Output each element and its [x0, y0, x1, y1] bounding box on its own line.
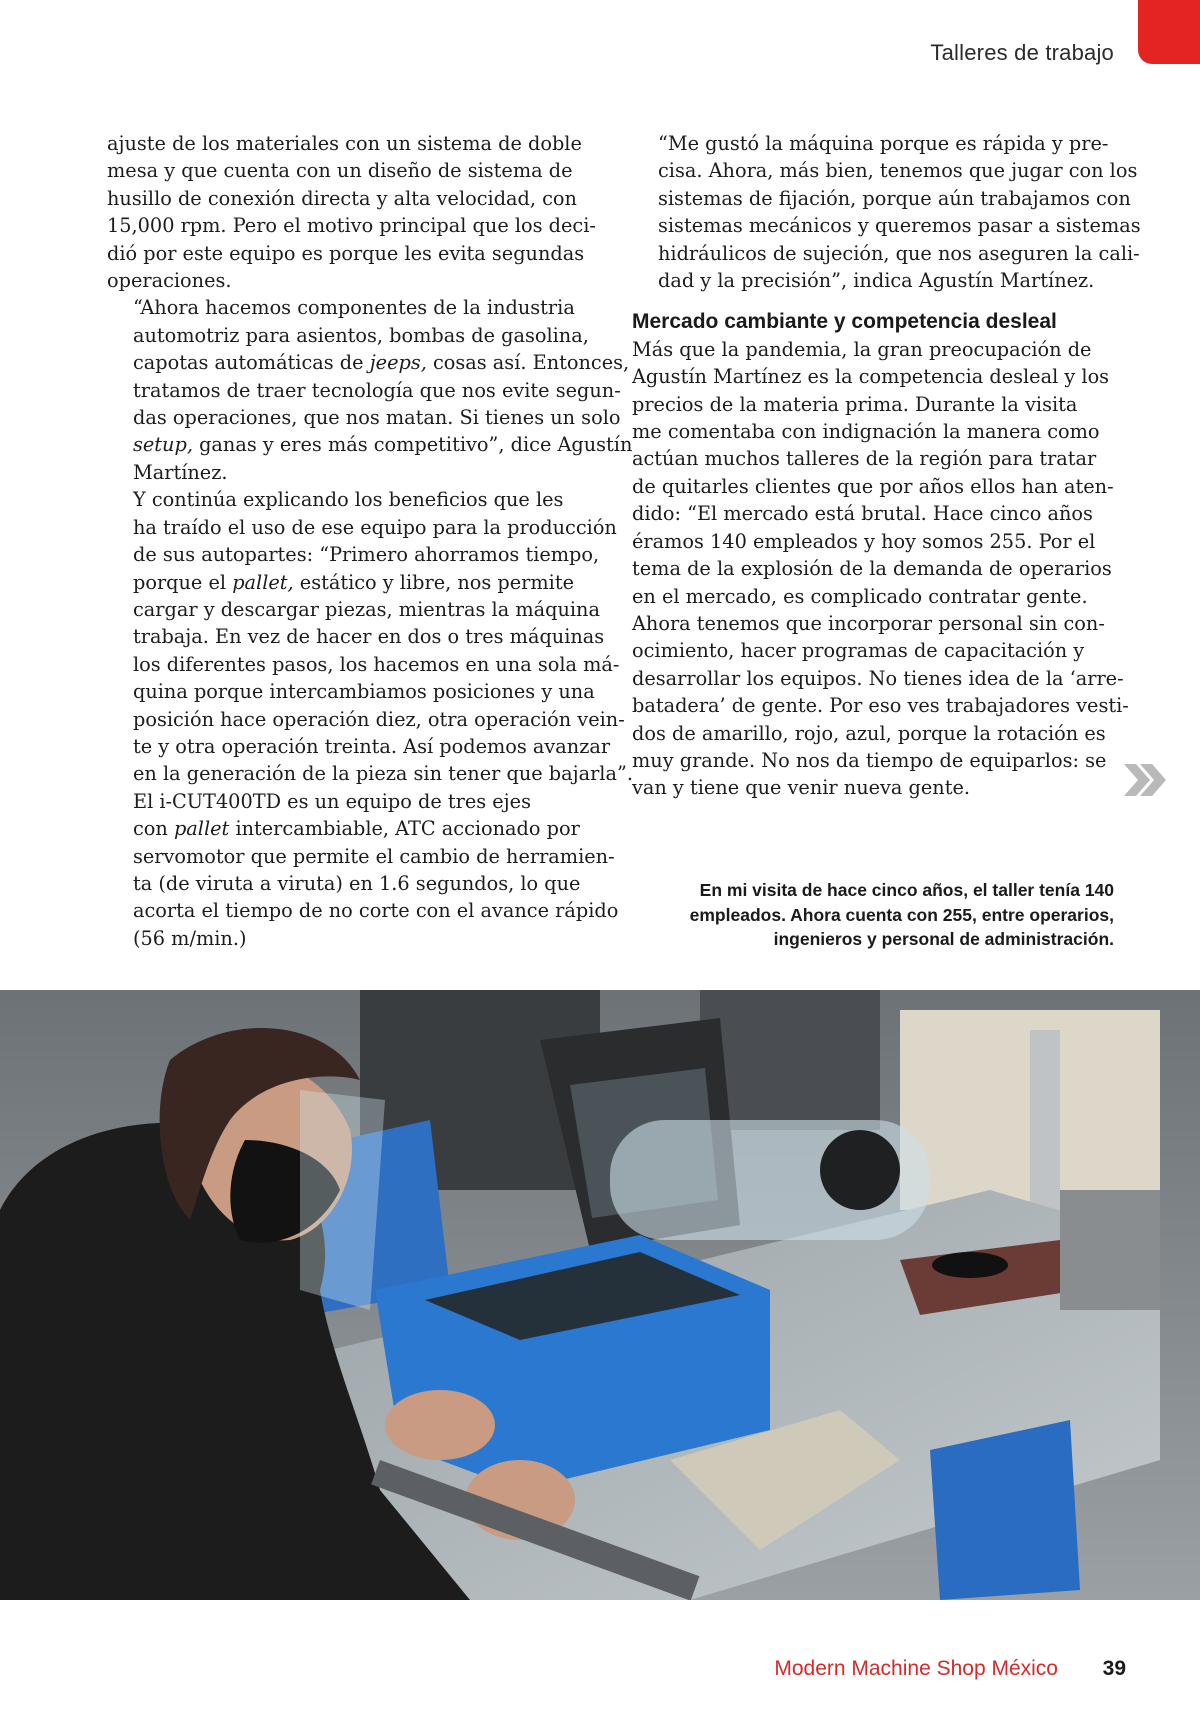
text-line: de quitarles clientes que por años ellos han aten- [632, 474, 1114, 498]
text-line: posición hace operación diez, otra operación vein- [133, 707, 625, 731]
text-line: El i-CUT400TD es un equipo de tres ejes [133, 789, 531, 813]
text-line: Y continúa explicando los beneficios que les [133, 488, 564, 512]
text-line: ajuste de los materiales con un sistema de doble [107, 132, 582, 155]
section-title: Talleres de trabajo [930, 40, 1114, 65]
text-line: los diferentes pasos, los hacemos en una sola má- [133, 652, 620, 676]
text-line: precios de la materia prima. Durante la visita [632, 392, 1078, 416]
text-line: quina porque intercambiamos posiciones y una [133, 680, 595, 704]
text-line: éramos 140 empleados y hoy somos 255. Por el [632, 529, 1096, 553]
text-line: porque el pallet, estático y libre, nos permite [133, 570, 574, 594]
text-line: actúan muchos talleres de la región para tratar [632, 447, 1097, 471]
text-line: en el mercado, es complicado contratar gente. [632, 584, 1088, 608]
text-line: ha traído el uso de ese equipo para la producción [133, 515, 617, 539]
text-line: sistemas mecánicos y queremos pasar a sistemas [658, 214, 1141, 238]
text-line: desarrollar los equipos. No tienes idea de la ‘arre- [632, 666, 1124, 690]
text-line: dido: “El mercado está brutal. Hace cinco años [632, 502, 1093, 526]
caption-line: ingenieros y personal de administración. [773, 929, 1114, 949]
text-line: tratamos de traer tecnología que nos evite segun- [133, 378, 621, 402]
body-paragraph [632, 336, 1129, 802]
caption-line: En mi visita de hace cinco años, el taller tenía 140 [699, 880, 1114, 900]
text-line: hidráulicos de sujeción, que nos aseguren la cali- [658, 241, 1140, 265]
text-line: te y otra operación treinta. Así podemos avanzar [133, 734, 611, 758]
text-line: “Me gustó la máquina porque es rápida y pre- [658, 132, 1109, 155]
text-line: con pallet intercambiable, ATC accionado por [133, 817, 580, 841]
text-line: en la generación de la pieza sin tener que bajarla”. [133, 762, 633, 786]
body-paragraph [107, 788, 619, 952]
text-line: Más que la pandemia, la gran preocupación de [632, 337, 1092, 361]
text-line: mesa y que cuenta con un diseño de sistema de [107, 159, 573, 183]
text-line: dad y la precisión”, indica Agustín Martínez. [658, 269, 1095, 293]
caption-line: empleados. Ahora cuenta con 255, entre operarios, [689, 904, 1114, 925]
photo-caption [634, 878, 1114, 952]
text-line: servomotor que permite el cambio de herramien- [133, 844, 615, 868]
text-line: operaciones. [107, 269, 232, 293]
text-line: (56 m/min.) [133, 926, 247, 950]
text-line: “Ahora hacemos componentes de la industria [133, 296, 575, 320]
text-line: capotas automáticas de jeeps, cosas así. Entonces, [133, 351, 630, 375]
section-color-tab [1138, 0, 1200, 64]
body-paragraph [107, 486, 633, 787]
text-line: trabaja. En vez de hacer en dos o tres máquinas [133, 625, 605, 649]
body-paragraph [107, 294, 633, 486]
text-line: me comentaba con indignación la manera como [632, 420, 1100, 444]
subheading: Mercado cambiante y competencia desleal [632, 310, 1057, 334]
text-line: Agustín Martínez es la competencia desleal y los [632, 365, 1110, 389]
body-paragraph [107, 130, 597, 294]
text-line: 15,000 rpm. Pero el motivo principal que los deci- [107, 214, 596, 238]
text-line: tema de la explosión de la demanda de operarios [632, 557, 1112, 581]
double-chevron-right-icon [1122, 760, 1168, 800]
text-line: muy grande. No nos da tiempo de equiparlos: se [632, 748, 1107, 772]
text-line: cisa. Ahora, más bien, tenemos que jugar con los [658, 159, 1138, 183]
page-number: 39 [1102, 1657, 1126, 1680]
quote-paragraph [632, 130, 1141, 294]
text-line: batadera’ de gente. Por eso ves trabajadores vesti- [632, 694, 1129, 718]
text-line: sistemas de fijación, porque aún trabajamos con [658, 186, 1131, 210]
workshop-photo [0, 990, 1200, 1600]
text-line: ocimiento, hacer programas de capacitación y [632, 639, 1085, 663]
right-column [632, 130, 1141, 802]
text-line: setup, ganas y eres más competitivo”, dice Agustín [133, 433, 633, 457]
text-line: acorta el tiempo de no corte con el avance rápido [133, 899, 619, 923]
text-line: das operaciones, que nos matan. Si tienes un solo [133, 406, 621, 430]
left-column [107, 130, 633, 952]
text-line: cargar y descargar piezas, mientras la máquina [133, 597, 600, 621]
text-line: dió por este equipo es porque les evita segundas [107, 241, 585, 265]
text-line: van y tiene que venir nueva gente. [632, 776, 970, 800]
text-line: automotriz para asientos, bombas de gasolina, [133, 323, 589, 347]
text-line: husillo de conexión directa y alta velocidad, con [107, 186, 577, 210]
text-line: ta (de viruta a viruta) en 1.6 segundos, lo que [133, 871, 581, 895]
text-line: de sus autopartes: “Primero ahorramos tiempo, [133, 543, 600, 567]
text-line: Martínez. [133, 460, 228, 484]
magazine-name: Modern Machine Shop México [774, 1657, 1058, 1680]
text-line: dos de amarillo, rojo, azul, porque la rotación es [632, 721, 1106, 745]
text-line: Ahora tenemos que incorporar personal sin con- [632, 611, 1105, 635]
